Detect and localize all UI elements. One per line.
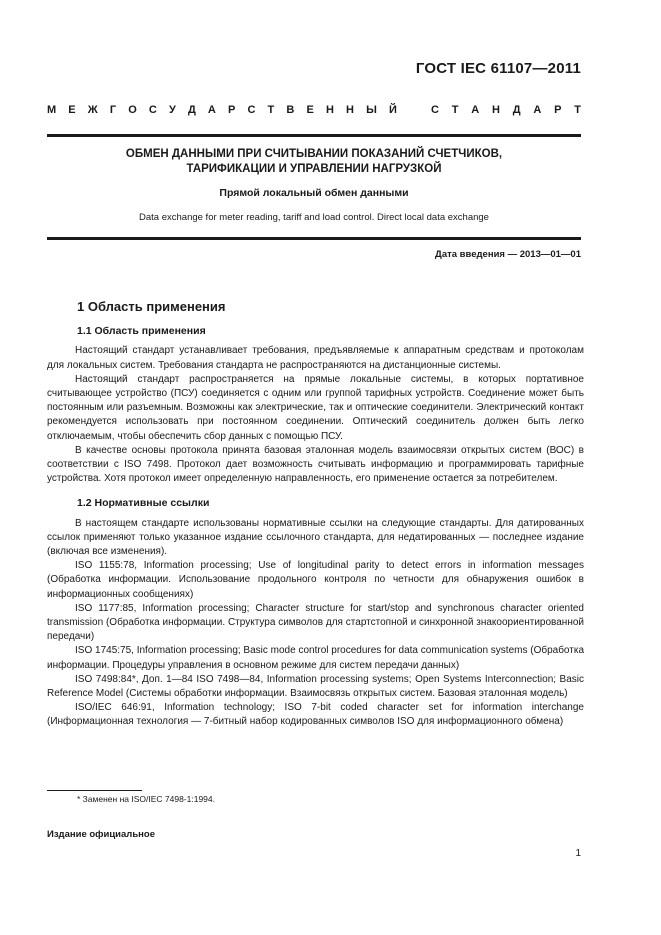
reference-item: ISO 1155:78, Information processing; Use of longitudinal parity to detect errors in information messages (Обработка информации. Использование продольного контроля по четности для обнаружения ошибок в информационных сообщениях) xyxy=(47,560,584,600)
edition-label: Издание официальное xyxy=(47,829,155,840)
reference-item: ISO 1745:75, Information processing; Basic mode control procedures for data communication systems (Обработка информации. Процедуры управления в основном режиме для систем передачи данных) xyxy=(47,645,584,671)
subsection-heading: 1.2 Нормативные ссылки xyxy=(77,497,210,510)
letter: Р xyxy=(228,104,236,116)
paragraph: В качестве основы протокола принята базовая эталонная модель взаимосвязи открытых систем (ВОС) в соответствии с ISO 7498. Протокол дает возможность считывать информацию и программировать тарифные устройства. Хотя протокол имеет определенную направленность, его применение остается за потребителем. xyxy=(47,444,584,485)
reference-item: ISO 7498:84*, Доп. 1—84 ISO 7498—84, Information processing systems; Open Systems Interconnection; Basic Reference Model (Системы обработки информации. Взаимосвязь открытых систем. Базовая эталонная модель) xyxy=(47,673,584,700)
paragraph: Настоящий стандарт устанавливает требования, предъявляемые к аппаратным средствам и протоколам для локальных систем. Требования стандарта не распространяются на дистанционные системы. xyxy=(47,345,584,371)
letter: Т xyxy=(451,104,459,116)
reference-item: ISO/IEC 646:91, Information technology; ISO 7-bit coded character set for information interchange (Информационная технология — 7-битный набор кодированных символов ISO для информационного обмена) xyxy=(47,702,584,728)
letter: А xyxy=(471,104,480,116)
letter: Г xyxy=(109,104,117,116)
interstate-standard-heading xyxy=(47,104,581,116)
document-body xyxy=(47,300,584,730)
letter: С xyxy=(148,104,157,116)
letter: Н xyxy=(325,104,334,116)
paragraph: Настоящий стандарт распространяется на прямые локальные системы, в которых портативное считывающее устройство (ПСУ) соединяется с одним или группой тарифных устройств. Соединение может быть постоянным или разъемным. Возможны как электрические, так и оптические соединители. Электрический контакт рекомендуется использовать при постоянном соединении. Оптический соединитель должен быть легко отключаемым, чтобы обеспечить сбор данных с помощью ПСУ. xyxy=(47,373,584,442)
title-line-1: ОБМЕН ДАННЫМИ ПРИ СЧИТЫВАНИИ ПОКАЗАНИЙ СЧЕТЧИКОВ, xyxy=(125,148,503,160)
letter: А xyxy=(533,104,542,116)
introduction-date: Дата введения — 2013—01—01 xyxy=(435,249,581,260)
english-title: Data exchange for meter reading, tariff and load control. Direct local data exchange xyxy=(139,212,489,223)
letter: А xyxy=(207,104,216,116)
letter: Ы xyxy=(366,104,377,116)
document-title xyxy=(47,147,581,177)
bottom-divider xyxy=(47,237,581,240)
paragraph: В настоящем стандарте использованы нормативные ссылки на следующие стандарты. Для датированных ссылок применяют только указанное издание ссылочного стандарта, для недатированных — последнее издание (включая все изменения). xyxy=(47,517,584,558)
letter: Р xyxy=(554,104,562,116)
interstate-word xyxy=(47,104,397,116)
footnote-divider xyxy=(47,790,142,791)
letter: У xyxy=(168,104,176,116)
letter: Д xyxy=(187,104,196,116)
letter: Н xyxy=(346,104,354,116)
page-number: 1 xyxy=(575,848,581,859)
letter: Д xyxy=(512,104,521,116)
letter: Т xyxy=(574,104,581,116)
footnote: * Заменен на ISO/IEC 7498-1:1994. xyxy=(77,794,215,804)
document-subtitle: Прямой локальный обмен данными xyxy=(219,187,409,199)
title-line-2: ТАРИФИКАЦИИ И УПРАВЛЕНИИ НАГРУЗКОЙ xyxy=(186,163,442,175)
subsection-heading: 1.1 Область применения xyxy=(77,325,206,338)
letter: Е xyxy=(68,104,76,116)
letter: Ж xyxy=(87,104,98,116)
letter: Т xyxy=(267,104,275,116)
letter: С xyxy=(431,104,439,116)
letter: Й xyxy=(389,104,397,116)
letter: Н xyxy=(491,104,500,116)
section-heading: 1 Область применения xyxy=(77,299,226,314)
letter: С xyxy=(247,104,256,116)
letter: Е xyxy=(306,104,314,116)
top-divider xyxy=(47,134,581,137)
letter: В xyxy=(286,104,295,116)
standard-word xyxy=(431,104,581,116)
letter: М xyxy=(47,104,57,116)
reference-item: ISO 1177:85, Information processing; Character structure for start/stop and synchronous character oriented transmission (Обработка информации. Структура символов для стартстопной и синхронной знакоориентированной передачи) xyxy=(47,602,584,643)
letter: О xyxy=(128,104,137,116)
standard-number: ГОСТ IEC 61107—2011 xyxy=(415,60,581,77)
